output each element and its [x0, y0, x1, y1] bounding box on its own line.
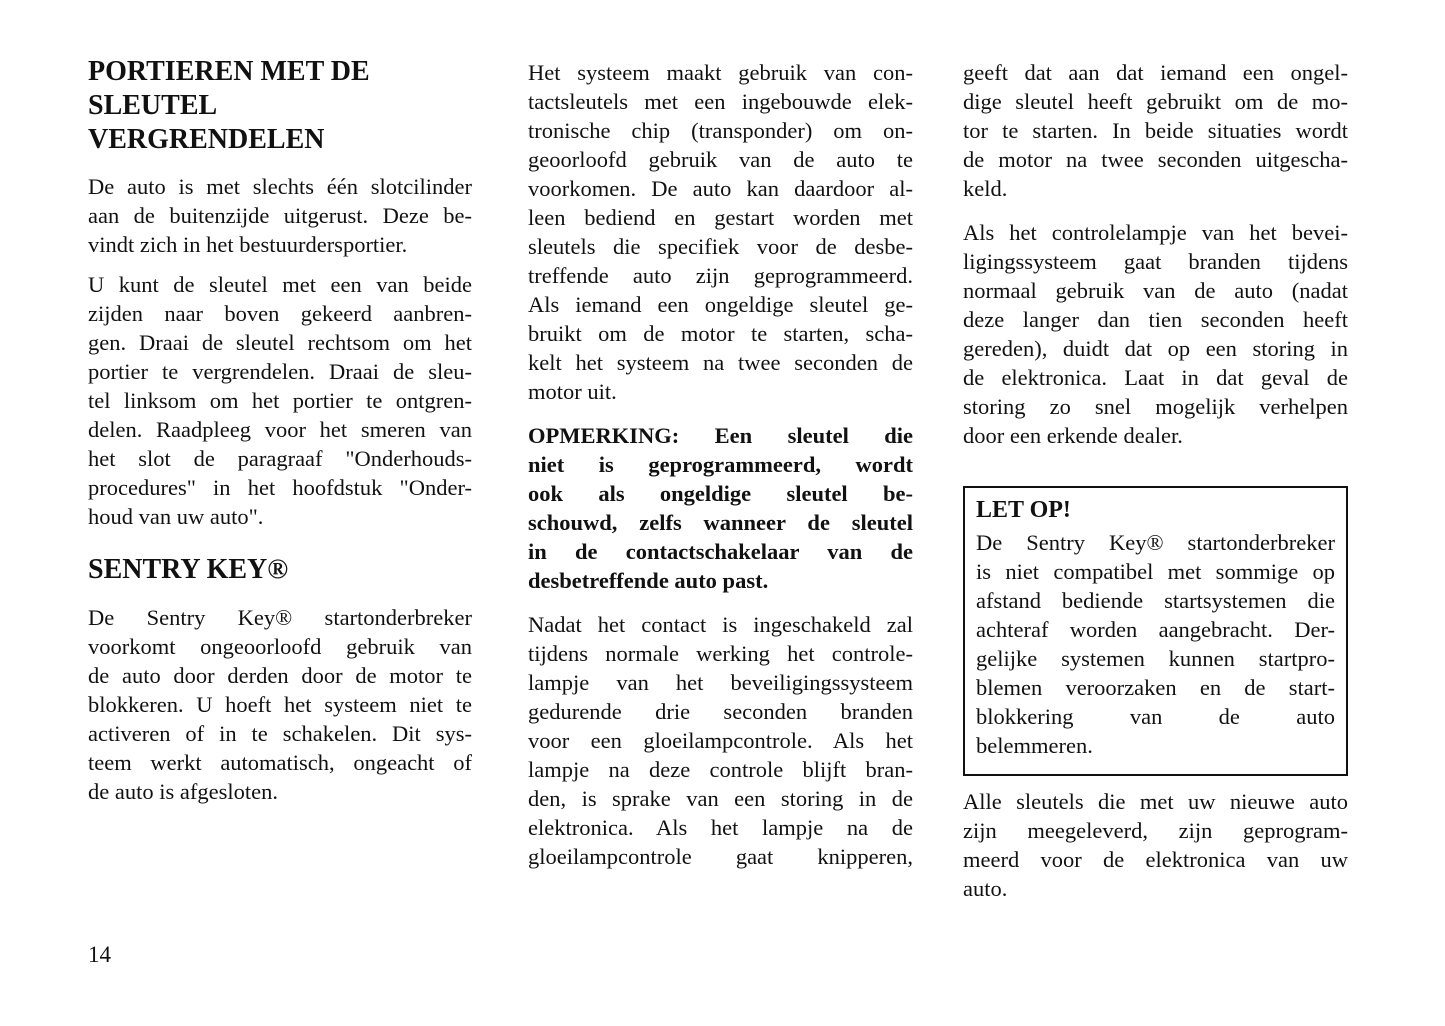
- text-line: geeft dat aan dat iemand een ongel-: [963, 60, 1348, 85]
- text-line: lampje na deze controle blijft bran-: [528, 757, 913, 782]
- text-line: leen bediend en gestart worden met: [528, 205, 913, 230]
- text-line: blokkering van de auto: [976, 704, 1335, 729]
- text-line: de auto is afgesloten.: [88, 779, 278, 804]
- text-line: tactsleutels met een ingebouwde elek-: [528, 89, 913, 114]
- text-line: auto.: [963, 876, 1008, 901]
- paragraph: [963, 787, 1348, 903]
- page-number: 14: [88, 942, 111, 967]
- text-line: De Sentry Key® startonderbreker: [976, 530, 1335, 555]
- text-line: treffende auto zijn geprogrammeerd.: [528, 263, 913, 288]
- text-line: bruikt om de motor te starten, scha-: [528, 321, 913, 346]
- text-line: belemmeren.: [976, 733, 1093, 758]
- text-line: OPMERKING: Een sleutel die: [528, 423, 913, 448]
- section-heading: [88, 55, 472, 157]
- text-line: De auto is met slechts één slotcilinder: [88, 174, 472, 199]
- text-line: normaal gebruik van de auto (nadat: [963, 278, 1348, 303]
- text-line: keld.: [963, 176, 1008, 201]
- paragraph: [528, 610, 913, 871]
- text-line: gereden), duidt dat op een storing in: [963, 336, 1348, 361]
- text-line: VERGRENDELEN: [88, 124, 325, 155]
- text-line: portier te vergrendelen. Draai de sleu-: [88, 359, 472, 384]
- text-line: den, is sprake van een storing in de: [528, 786, 913, 811]
- text-line: procedures" in het hoofdstuk "Onder-: [88, 475, 472, 500]
- warning-box: [963, 486, 1348, 776]
- text-line: gedurende drie seconden branden: [528, 699, 913, 724]
- text-line: achteraf worden aangebracht. Der-: [976, 617, 1335, 642]
- paragraph: [88, 270, 472, 531]
- paragraph: [88, 603, 472, 806]
- paragraph: [963, 218, 1348, 450]
- text-line: lampje van het beveiligingssysteem: [528, 670, 913, 695]
- text-line: deze langer dan tien seconden heeft: [963, 307, 1348, 332]
- text-line: niet is geprogrammeerd, wordt: [528, 452, 913, 477]
- text-line: Alle sleutels die met uw nieuwe auto: [963, 789, 1348, 814]
- text-line: het slot de paragraaf "Onderhouds-: [88, 446, 472, 471]
- text-line: elektronica. Als het lampje na de: [528, 815, 913, 840]
- text-line: gloeilampcontrole gaat knipperen,: [528, 844, 913, 869]
- text-line: ook als ongeldige sleutel be-: [528, 481, 913, 506]
- text-line: door een erkende dealer.: [963, 423, 1183, 448]
- text-line: zijn meegeleverd, zijn geprogram-: [963, 818, 1348, 843]
- text-line: gen. Draai de sleutel rechtsom om het: [88, 330, 472, 355]
- text-line: meerd voor de elektronica van uw: [963, 847, 1348, 872]
- text-line: vindt zich in het bestuurdersportier.: [88, 232, 408, 257]
- text-line: tronische chip (transponder) om on-: [528, 118, 913, 143]
- text-line: schouwd, zelfs wanneer de sleutel: [528, 510, 913, 535]
- paragraph: [528, 58, 913, 406]
- text-line: sleutels die specifiek voor de desbe-: [528, 234, 913, 259]
- text-line: afstand bediende startsystemen die: [976, 588, 1335, 613]
- text-line: teem werkt automatisch, ongeacht of: [88, 750, 472, 775]
- text-line: blemen veroorzaken en de start-: [976, 675, 1335, 700]
- text-line: gelijke systemen kunnen startpro-: [976, 646, 1335, 671]
- text-line: tor te starten. In beide situaties wordt: [963, 118, 1348, 143]
- text-line: activeren of in te schakelen. Dit sys-: [88, 721, 472, 746]
- text-line: voorkomen. De auto kan daardoor al-: [528, 176, 913, 201]
- note-paragraph: [528, 421, 913, 595]
- text-line: SLEUTEL: [88, 90, 218, 121]
- text-line: houd van uw auto".: [88, 504, 264, 529]
- text-line: tijdens normale werking het controle-: [528, 641, 913, 666]
- text-line: blokkeren. U hoeft het systeem niet te: [88, 692, 472, 717]
- text-line: storing zo snel mogelijk verhelpen: [963, 394, 1348, 419]
- text-line: Het systeem maakt gebruik van con-: [528, 60, 913, 85]
- text-line: voorkomt ongeoorloofd gebruik van: [88, 634, 472, 659]
- text-line: de motor na twee seconden uitgescha-: [963, 147, 1348, 172]
- text-line: zijden naar boven gekeerd aanbren-: [88, 301, 472, 326]
- text-line: voor een gloeilampcontrole. Als het: [528, 728, 913, 753]
- text-line: U kunt de sleutel met een van beide: [88, 272, 472, 297]
- text-line: motor uit.: [528, 379, 617, 404]
- text-line: aan de buitenzijde uitgerust. Deze be-: [88, 203, 472, 228]
- text-line: de auto door derden door de motor te: [88, 663, 472, 688]
- text-line: PORTIEREN MET DE: [88, 56, 370, 87]
- text-line: ligingssysteem gaat branden tijdens: [963, 249, 1348, 274]
- text-line: De Sentry Key® startonderbreker: [88, 605, 472, 630]
- paragraph: [88, 172, 472, 259]
- section-heading: [88, 553, 472, 587]
- text-line: is niet compatibel met sommige op: [976, 559, 1335, 584]
- warning-title: LET OP!: [976, 497, 1071, 523]
- text-line: kelt het systeem na twee seconden de: [528, 350, 913, 375]
- text-line: SENTRY KEY®: [88, 554, 289, 585]
- text-line: Als het controlelampje van het bevei-: [963, 220, 1348, 245]
- text-line: tel linksom om het portier te ontgren-: [88, 388, 472, 413]
- text-line: de elektronica. Laat in dat geval de: [963, 365, 1348, 390]
- text-line: in de contactschakelaar van de: [528, 539, 913, 564]
- text-line: desbetreffende auto past.: [528, 568, 769, 593]
- text-line: dige sleutel heeft gebruikt om de mo-: [963, 89, 1348, 114]
- text-line: geoorloofd gebruik van de auto te: [528, 147, 913, 172]
- text-line: delen. Raadpleeg voor het smeren van: [88, 417, 472, 442]
- text-line: Nadat het contact is ingeschakeld zal: [528, 612, 913, 637]
- text-line: Als iemand een ongeldige sleutel ge-: [528, 292, 913, 317]
- paragraph: [963, 58, 1348, 203]
